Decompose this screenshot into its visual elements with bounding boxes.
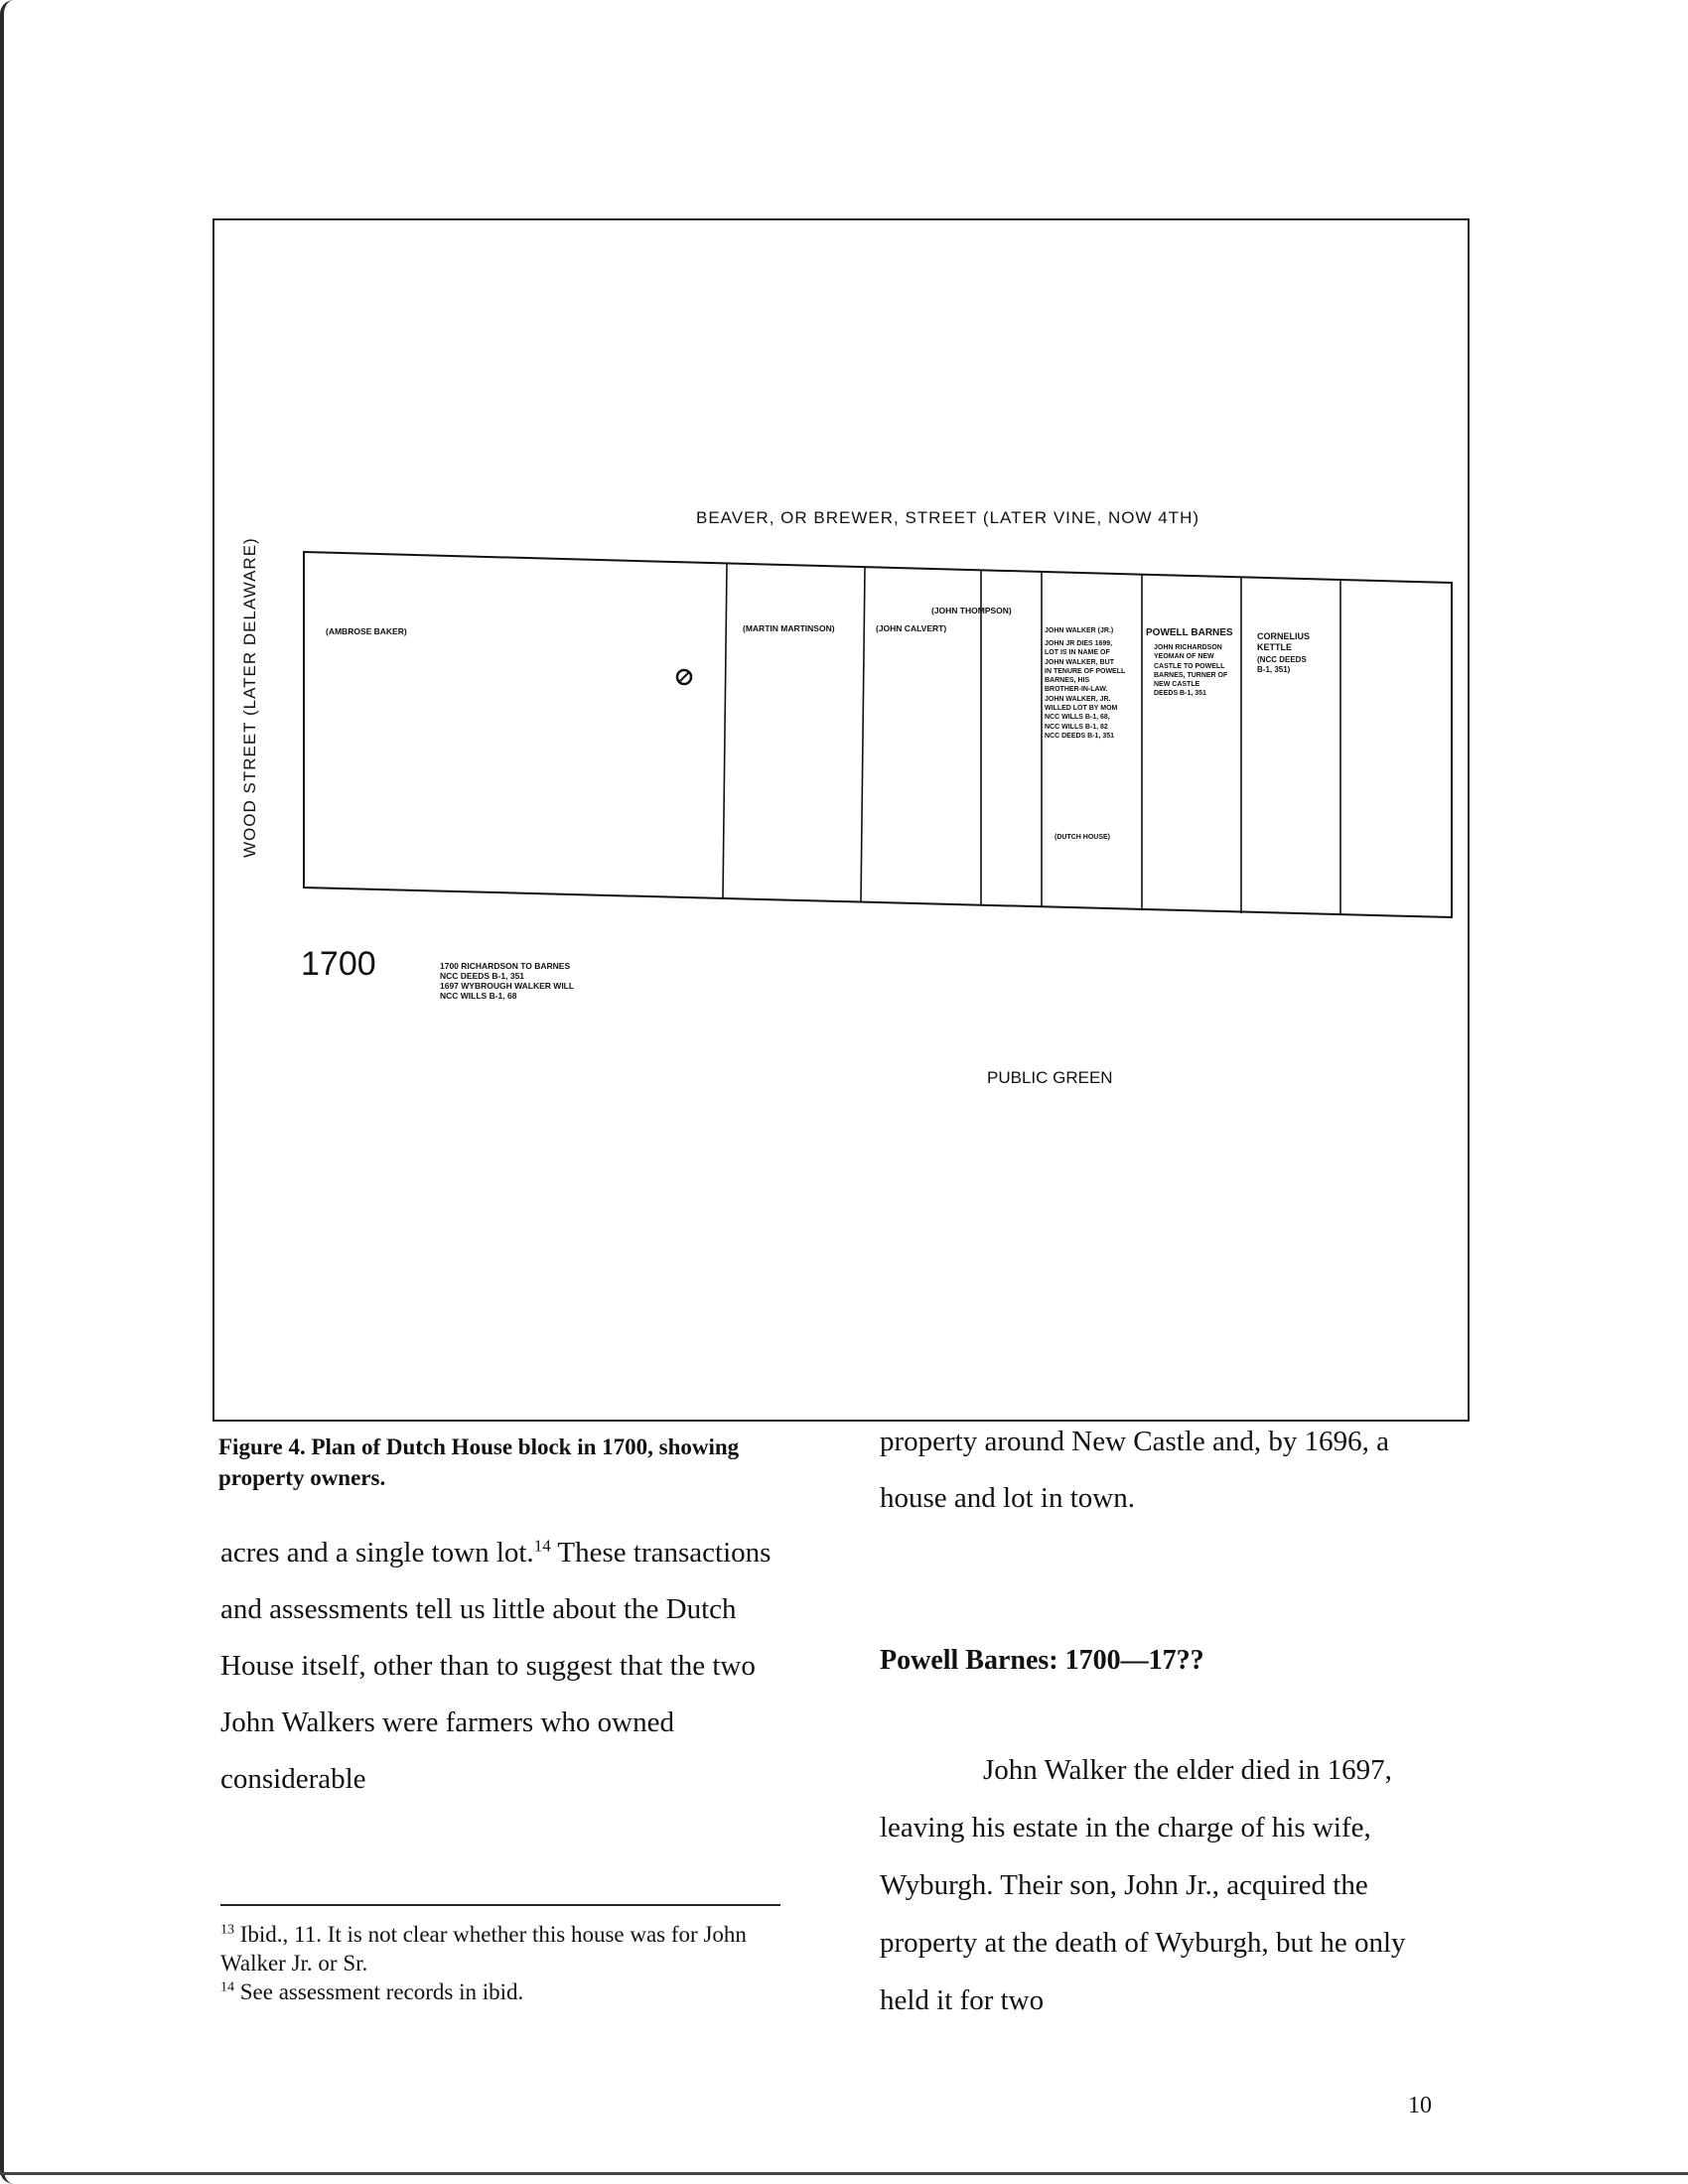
lot-john-walker: JOHN WALKER (JR.) [1045, 627, 1114, 634]
lot-ambrose-baker: (AMBROSE BAKER) [326, 626, 407, 636]
street-label-left: WOOD STREET (LATER DELAWARE) [240, 537, 259, 858]
figure-caption: Figure 4. Plan of Dutch House block in 1700, showing property owners. [218, 1434, 740, 1490]
right-column-paragraph [880, 1712, 1436, 2058]
lot-john-walker-note: JOHN JR DIES 1699, LOT IS IN NAME OF JOHN WALKER, BUT IN TENURE OF POWELL BARNES, HIS BROTHER-IN-LAW. JOHN WALKER, JR. WILLED LOT BY MOM NCC WILLS B-1, 68, NCC WILLS B-1, 82 NCC DEEDS B-1, 351 [1045, 640, 1126, 740]
left-column-text [220, 1525, 796, 1808]
continuation-text: property around New Castle and, by 1696, a house and lot in town. [880, 1426, 1390, 1514]
left-text-rest: These transactions and assessments tell us little about the Dutch House itself, other than to suggest that the two John Walkers were farmers who owned considerable [220, 1537, 772, 1795]
block-plan-drawing [214, 220, 1468, 1420]
lot-cornelius-kettle-note: (NCC DEEDS B-1, 351) [1257, 655, 1307, 674]
lot-line [723, 564, 727, 898]
footnote-14-num: 14 [220, 1979, 234, 1995]
lot-cornelius-kettle: CORNELIUS KETTLE [1257, 631, 1311, 652]
footnote-13 [220, 1920, 816, 1978]
footnote-14 [220, 1978, 816, 2006]
scan-edge [0, 0, 14, 2184]
plan-year: 1700 [301, 945, 376, 983]
lot-dutch-house: (DUTCH HOUSE) [1055, 834, 1110, 841]
lot-line [861, 568, 865, 902]
section-heading: Powell Barnes: 1700—17?? [880, 1645, 1204, 1676]
figure-4-plan [212, 218, 1470, 1422]
page-number: 10 [1408, 2093, 1432, 2118]
lot-powell-barnes: POWELL BARNES [1146, 627, 1233, 638]
plan-sources: 1700 RICHARDSON TO BARNES NCC DEEDS B-1, 351 1697 WYBROUGH WALKER WILL NCC WILLS B-1, 68 [440, 961, 575, 1001]
footnote-14-text: See assessment records in ibid. [234, 1979, 524, 2004]
footnote-ref-14: 14 [533, 1536, 551, 1556]
scan-bottom-edge [0, 2172, 1688, 2175]
lot-john-thompson: (JOHN THOMPSON) [931, 606, 1012, 615]
footnote-13-num: 13 [220, 1922, 234, 1938]
public-green-label: PUBLIC GREEN [987, 1068, 1113, 1087]
street-label-top: BEAVER, OR BREWER, STREET (LATER VINE, NOW 4TH) [696, 508, 1200, 527]
footnote-13-text: Ibid., 11. It is not clear whether this house was for John Walker Jr. or Sr. [220, 1922, 747, 1976]
right-column-continuation [880, 1414, 1436, 1527]
paragraph-text: John Walker the elder died in 1697, leaving his estate in the charge of his wife, Wyburgh. Their son, John Jr., acquired the property at the death of Wyburgh, but he only held it for two [880, 1754, 1406, 2016]
lot-martin-martinson: (MARTIN MARTINSON) [743, 623, 835, 633]
lot-powell-barnes-note: JOHN RICHARDSON YEOMAN OF NEW CASTLE TO POWELL BARNES, TURNER OF NEW CASTLE DEEDS B-1, 351 [1154, 644, 1228, 698]
lot-john-calvert: (JOHN CALVERT) [876, 623, 947, 633]
left-text-start: acres and a single town lot. [220, 1537, 534, 1569]
footnote-rule [220, 1904, 780, 1906]
footnotes [220, 1920, 816, 2006]
block-outline [304, 552, 1452, 917]
